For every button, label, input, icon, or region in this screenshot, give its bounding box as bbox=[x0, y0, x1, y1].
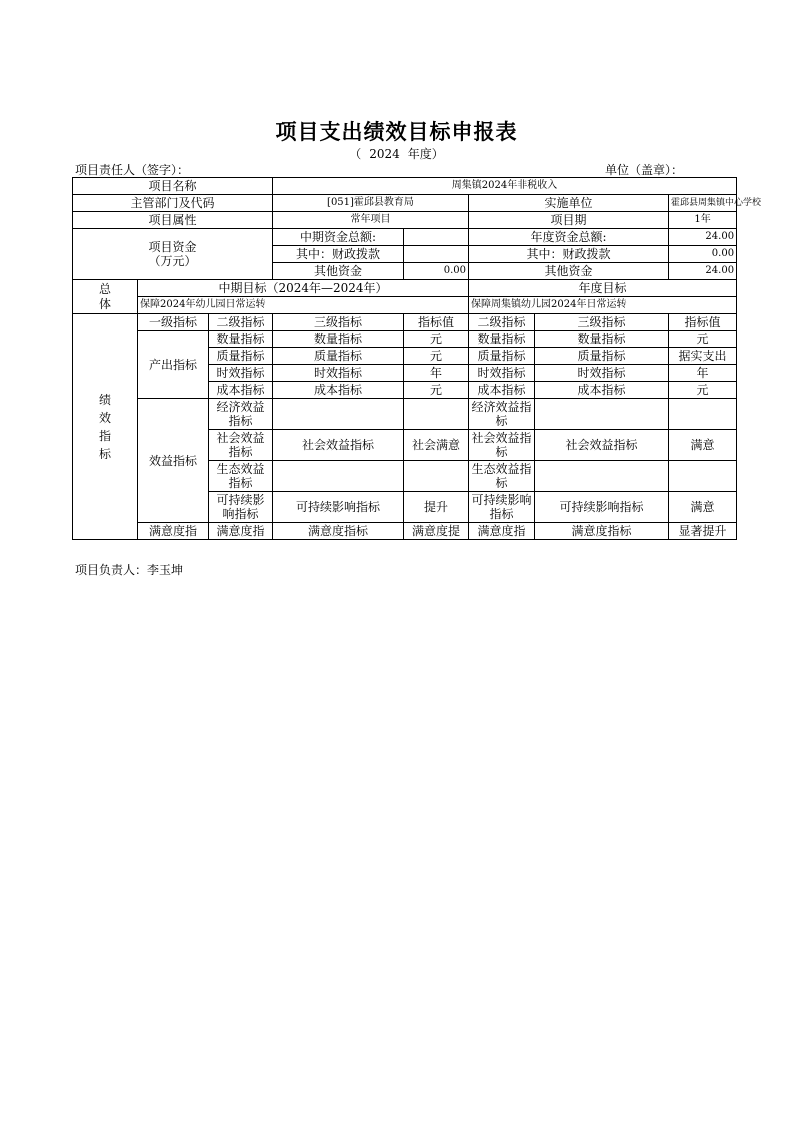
satisfaction-l3b: 满意度指标 bbox=[535, 523, 669, 540]
cell-l3: 社会效益指标 bbox=[273, 430, 404, 461]
period-value: 1年 bbox=[669, 212, 737, 229]
satisfaction-l3: 满意度指标 bbox=[273, 523, 404, 540]
attr-value: 常年项目 bbox=[273, 212, 469, 229]
year-total-label: 年度资金总额: bbox=[469, 229, 669, 246]
satisfaction-l2: 满意度指 bbox=[209, 523, 273, 540]
cell-l3b bbox=[535, 461, 669, 492]
cell-val: 提升 bbox=[404, 492, 469, 523]
output-label: 产出指标 bbox=[138, 331, 209, 399]
year-suffix: 年度） bbox=[407, 147, 444, 161]
project-name-label: 项目名称 bbox=[73, 178, 273, 195]
year-value: 2024 bbox=[369, 147, 400, 161]
cell-valb: 年 bbox=[669, 365, 737, 382]
year-total-value: 24.00 bbox=[669, 229, 737, 246]
mid-goal-text: 保障2024年幼儿园日常运转 bbox=[138, 297, 469, 314]
cell-l3b bbox=[535, 399, 669, 430]
level2-header-b: 二级指标 bbox=[469, 314, 535, 331]
cell-l3: 可持续影响指标 bbox=[273, 492, 404, 523]
project-name-row bbox=[73, 178, 737, 195]
year-fiscal-value: 0.00 bbox=[669, 246, 737, 263]
value-header-b: 指标值 bbox=[669, 314, 737, 331]
cell-l2: 成本指标 bbox=[209, 382, 273, 399]
cell-l2: 数量指标 bbox=[209, 331, 273, 348]
cell-l3: 质量指标 bbox=[273, 348, 404, 365]
year-other-label: 其他资金 bbox=[469, 263, 669, 280]
cell-val bbox=[404, 461, 469, 492]
satisfaction-row bbox=[73, 523, 737, 540]
cell-val: 元 bbox=[404, 382, 469, 399]
level1-header: 一级指标 bbox=[138, 314, 209, 331]
cell-val bbox=[404, 399, 469, 430]
overall-label-line2: 体 bbox=[98, 296, 111, 311]
project-leader bbox=[75, 561, 183, 578]
cell-l2b: 时效指标 bbox=[469, 365, 535, 382]
project-name-value: 周集镇2024年非税收入 bbox=[273, 178, 737, 195]
cell-l2: 可持续影响指标 bbox=[209, 492, 273, 523]
level3-header: 三级指标 bbox=[273, 314, 404, 331]
mid-fiscal-label: 其中：财政拨款 bbox=[273, 246, 404, 263]
cell-l2b: 质量指标 bbox=[469, 348, 535, 365]
cell-l3b: 成本指标 bbox=[535, 382, 669, 399]
funds-label-line2: （万元） bbox=[148, 254, 197, 268]
overall-header-row bbox=[73, 280, 737, 297]
cell-l2b: 成本指标 bbox=[469, 382, 535, 399]
cell-l3: 成本指标 bbox=[273, 382, 404, 399]
cell-l2b: 数量指标 bbox=[469, 331, 535, 348]
cell-valb: 据实支出 bbox=[669, 348, 737, 365]
performance-target-table bbox=[72, 177, 762, 540]
project-leader-label: 项目负责人： bbox=[75, 563, 148, 577]
funds-row-total bbox=[73, 229, 737, 246]
cell-valb bbox=[669, 461, 737, 492]
dept-row bbox=[73, 195, 737, 212]
side-char-2: 效 bbox=[98, 410, 111, 425]
cell-l3b: 时效指标 bbox=[535, 365, 669, 382]
benefit-row-1 bbox=[73, 399, 737, 430]
side-char-4: 标 bbox=[98, 446, 111, 461]
satisfaction-l2b: 满意度指 bbox=[469, 523, 535, 540]
level3-header-b: 三级指标 bbox=[535, 314, 669, 331]
year-fiscal-label: 其中：财政拨款 bbox=[469, 246, 669, 263]
funds-label-line1: 项目资金 bbox=[148, 240, 197, 254]
cell-valb bbox=[669, 399, 737, 430]
indicator-header-row bbox=[73, 314, 737, 331]
cell-val: 年 bbox=[404, 365, 469, 382]
side-char-1: 绩 bbox=[98, 392, 111, 407]
satisfaction-l1: 满意度指 bbox=[138, 523, 209, 540]
cell-l3b: 可持续影响指标 bbox=[535, 492, 669, 523]
mid-goal-header: 中期目标（2024年—2024年） bbox=[138, 280, 469, 297]
overall-label-line1: 总 bbox=[98, 281, 111, 296]
cell-l2b: 生态效益指标 bbox=[469, 461, 535, 492]
satisfaction-valb: 显著提升 bbox=[669, 523, 737, 540]
funds-label bbox=[73, 229, 273, 280]
overall-goal-row bbox=[73, 297, 737, 314]
cell-l2b: 社会效益指标 bbox=[469, 430, 535, 461]
year-goal-text: 保障周集镇幼儿园2024年日常运转 bbox=[469, 297, 737, 314]
cell-valb: 元 bbox=[669, 331, 737, 348]
satisfaction-val: 满意度提 bbox=[404, 523, 469, 540]
cell-valb: 满意 bbox=[669, 492, 737, 523]
cell-l2: 时效指标 bbox=[209, 365, 273, 382]
cell-l2: 经济效益指标 bbox=[209, 399, 273, 430]
mid-fiscal-value bbox=[404, 246, 469, 263]
cell-val: 元 bbox=[404, 331, 469, 348]
side-char-3: 指 bbox=[98, 428, 111, 443]
cell-l3b: 社会效益指标 bbox=[535, 430, 669, 461]
year-other-value: 24.00 bbox=[669, 263, 737, 280]
attr-label: 项目属性 bbox=[73, 212, 273, 229]
cell-l2: 质量指标 bbox=[209, 348, 273, 365]
mid-other-value: 0.00 bbox=[404, 263, 469, 280]
cell-valb: 元 bbox=[669, 382, 737, 399]
period-label: 项目期 bbox=[469, 212, 669, 229]
value-header: 指标值 bbox=[404, 314, 469, 331]
cell-l3: 数量指标 bbox=[273, 331, 404, 348]
cell-val: 社会满意 bbox=[404, 430, 469, 461]
cell-l2b: 可持续影响指标 bbox=[469, 492, 535, 523]
cell-valb: 满意 bbox=[669, 430, 737, 461]
year-goal-header: 年度目标 bbox=[469, 280, 737, 297]
cell-l2b: 经济效益指标 bbox=[469, 399, 535, 430]
report-year bbox=[0, 145, 793, 162]
indicators-side-label bbox=[73, 314, 138, 540]
level2-header: 二级指标 bbox=[209, 314, 273, 331]
impl-unit-label: 实施单位 bbox=[469, 195, 669, 212]
cell-val: 元 bbox=[404, 348, 469, 365]
mid-total-label: 中期资金总额: bbox=[273, 229, 404, 246]
unit-seal-label: 单位（盖章）： bbox=[605, 163, 684, 177]
dept-label: 主管部门及代码 bbox=[73, 195, 273, 212]
benefit-label: 效益指标 bbox=[138, 399, 209, 523]
cell-l3 bbox=[273, 399, 404, 430]
dept-value: [051]霍邱县教育局 bbox=[273, 195, 469, 212]
overall-label bbox=[73, 280, 138, 314]
impl-unit-value: 霍邱县周集镇中心学校 bbox=[669, 195, 737, 212]
cell-l2: 生态效益指标 bbox=[209, 461, 273, 492]
attr-row bbox=[73, 212, 737, 229]
cell-l2: 社会效益指标 bbox=[209, 430, 273, 461]
cell-l3b: 质量指标 bbox=[535, 348, 669, 365]
output-row-1 bbox=[73, 331, 737, 348]
mid-total-value bbox=[404, 229, 469, 246]
year-open: （ bbox=[349, 147, 362, 161]
mid-other-label: 其他资金 bbox=[273, 263, 404, 280]
cell-l3 bbox=[273, 461, 404, 492]
cell-l3b: 数量指标 bbox=[535, 331, 669, 348]
page-title: 项目支出绩效目标申报表 bbox=[275, 120, 518, 144]
responsible-signature-label: 项目责任人（签字）： bbox=[75, 163, 190, 177]
project-leader-name: 李玉坤 bbox=[147, 563, 184, 577]
cell-l3: 时效指标 bbox=[273, 365, 404, 382]
